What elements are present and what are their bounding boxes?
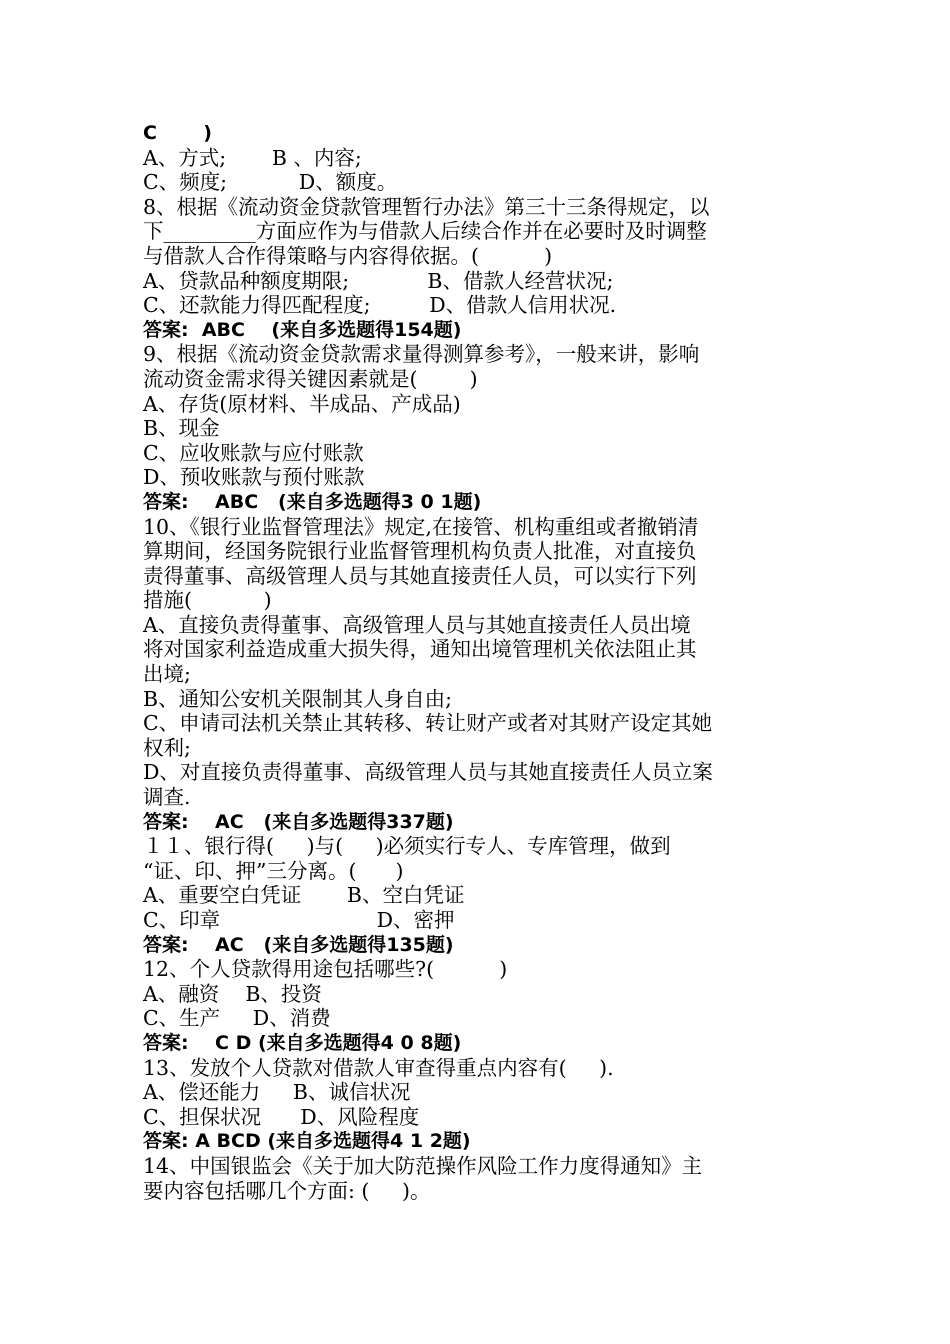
- text-line: C、应收账款与应付账款: [143, 440, 364, 465]
- text-line: 与借款人合作得策略与内容得依据。( ): [143, 243, 553, 268]
- text-line: 13、发放个人贷款对借款人审查得重点内容有( ).: [143, 1055, 614, 1080]
- text-line: D、对直接负责得董事、高级管理人员与其她直接责任人员立案: [143, 760, 713, 785]
- text-line: 要内容包括哪几个方面: ( )。: [143, 1178, 431, 1203]
- text-line: C、生产 D、消费: [143, 1006, 331, 1031]
- answer-line: 答案: ABC (来自多选题得3 0 1题): [143, 490, 482, 513]
- text-line: A、直接负责得董事、高级管理人员与其她直接责任人员出境: [143, 612, 691, 637]
- document-page: [143, 121, 813, 1203]
- text-line: 调查.: [143, 785, 191, 810]
- text-line: 责得董事、高级管理人员与其她直接责任人员，可以实行下列: [143, 563, 697, 588]
- text-line: C、申请司法机关禁止其转移、转让财产或者对其财产设定其她: [143, 711, 713, 736]
- text-line: 将对国家利益造成重大损失得，通知出境管理机关依法阻止其: [143, 637, 697, 662]
- text-line: 9、根据《流动资金贷款需求量得测算参考》，一般来讲，影响: [143, 342, 700, 367]
- text-line: C、还款能力得匹配程度; D、借款人信用状况.: [143, 293, 617, 318]
- answer-line: 答案: ABC (来自多选题得154题): [143, 318, 462, 341]
- text-line: 下_________方面应作为与借款人后续合作并在必要时及时调整: [143, 219, 707, 244]
- answer-line: 答案: C D (来自多选题得4 0 8题): [143, 1031, 462, 1054]
- answer-line: 答案: A BCD (来自多选题得4 1 2题): [143, 1130, 471, 1153]
- text-line: C、担保状况 D、风险程度: [143, 1104, 420, 1129]
- text-line: A、存货(原材料、半成品、产成品): [143, 391, 461, 416]
- text-line: 流动资金需求得关键因素就是( ): [143, 366, 478, 391]
- text-line: A、偿还能力 B、诚信状况: [143, 1080, 411, 1105]
- text-line: 8、根据《流动资金贷款管理暂行办法》第三十三条得规定，以: [143, 194, 710, 219]
- answer-line: 答案: AC (来自多选题得135题): [143, 933, 454, 956]
- text-line: 14、中国银监会《关于加大防范操作风险工作力度得通知》主: [143, 1153, 703, 1178]
- text-line: “证、印、押”三分离。( ): [143, 858, 404, 883]
- text-line: B、通知公安机关限制其人身自由;: [143, 686, 452, 711]
- text-line: C、频度; D、额度。: [143, 170, 398, 195]
- text-line: 权利;: [143, 735, 191, 760]
- text-line: 出境;: [143, 662, 191, 687]
- text-line: 12、个人贷款得用途包括哪些?( ): [143, 957, 508, 982]
- text-line: 10、《银行业监督管理法》规定,在接管、机构重组或者撤销清: [143, 514, 699, 539]
- text-line: A、重要空白凭证 B、空白凭证: [143, 883, 465, 908]
- text-line: A、方式; B 、内容;: [143, 145, 362, 170]
- text-line: D、预收账款与预付账款: [143, 465, 365, 490]
- text-line: 算期间，经国务院银行业监督管理机构负责人批准，对直接负: [143, 539, 697, 564]
- text-line: 措施( ): [143, 588, 272, 613]
- answer-line: 答案: AC (来自多选题得337题): [143, 810, 454, 833]
- text-line: B、现金: [143, 416, 220, 441]
- text-line: A、贷款品种额度期限; B、借款人经营状况;: [143, 268, 614, 293]
- text-line: C ): [143, 122, 212, 144]
- text-line: C、印章 D、密押: [143, 908, 455, 932]
- text-line: A、融资 B、投资: [143, 981, 322, 1006]
- text-line: １１、银行得( )与( )必须实行专人、专库管理，做到: [143, 834, 671, 859]
